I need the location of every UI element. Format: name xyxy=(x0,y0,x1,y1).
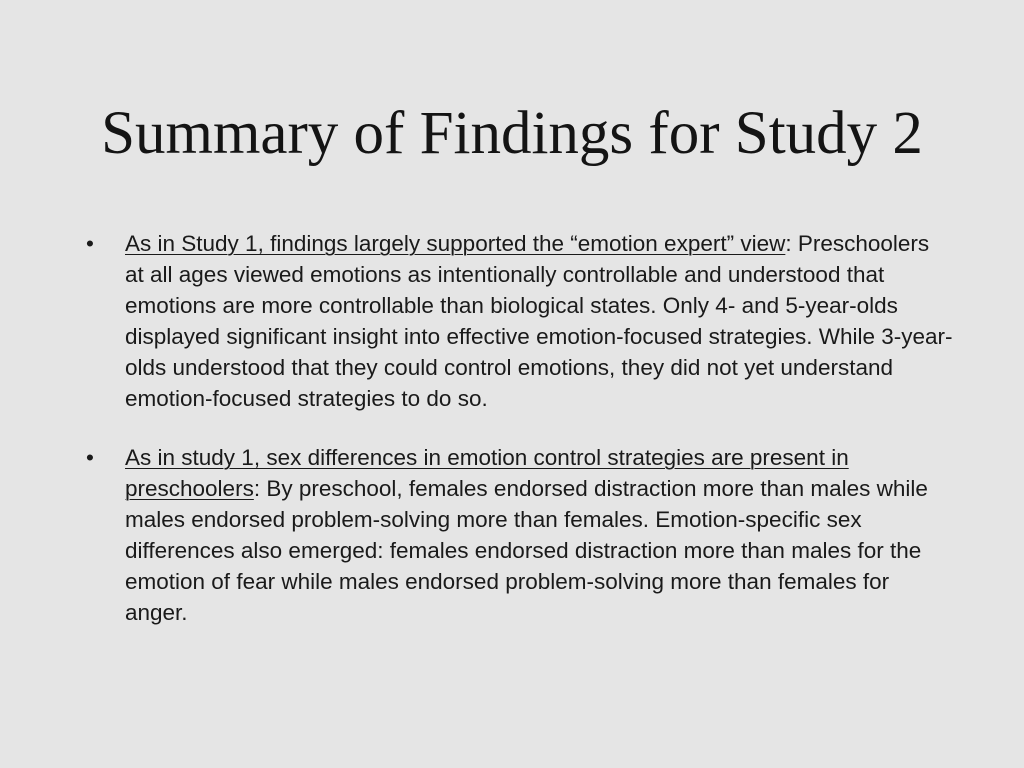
bullet-heading: As in Study 1, findings largely supported the “emotion expert” view xyxy=(125,231,786,256)
bullet-text: : By preschool, females endorsed distraction more than males while males endorsed problem-solving more than females. Emotion-specific sex differences also emerged: females endorsed distraction more than males for the emotion of fear while males endorsed problem-solving more than females for anger. xyxy=(125,476,928,625)
bullet-item xyxy=(83,442,953,628)
slide-title: Summary of Findings for Study 2 xyxy=(101,100,923,167)
bullet-list xyxy=(83,228,953,628)
bullet-icon: • xyxy=(86,231,94,256)
bullet-icon: • xyxy=(86,445,94,470)
bullet-heading: As in study 1, sex differences in emotion control strategies are present in preschoolers xyxy=(125,445,849,501)
bullet-text: : Preschoolers at all ages viewed emotions as intentionally controllable and understood that emotions are more controllable than biological states. Only 4- and 5-year-olds displayed significant insight into effective emotion-focused strategies. While 3-year-olds understood that they could control emotions, they did not yet understand emotion-focused strategies to do so. xyxy=(125,231,953,411)
bullet-item xyxy=(83,228,953,414)
